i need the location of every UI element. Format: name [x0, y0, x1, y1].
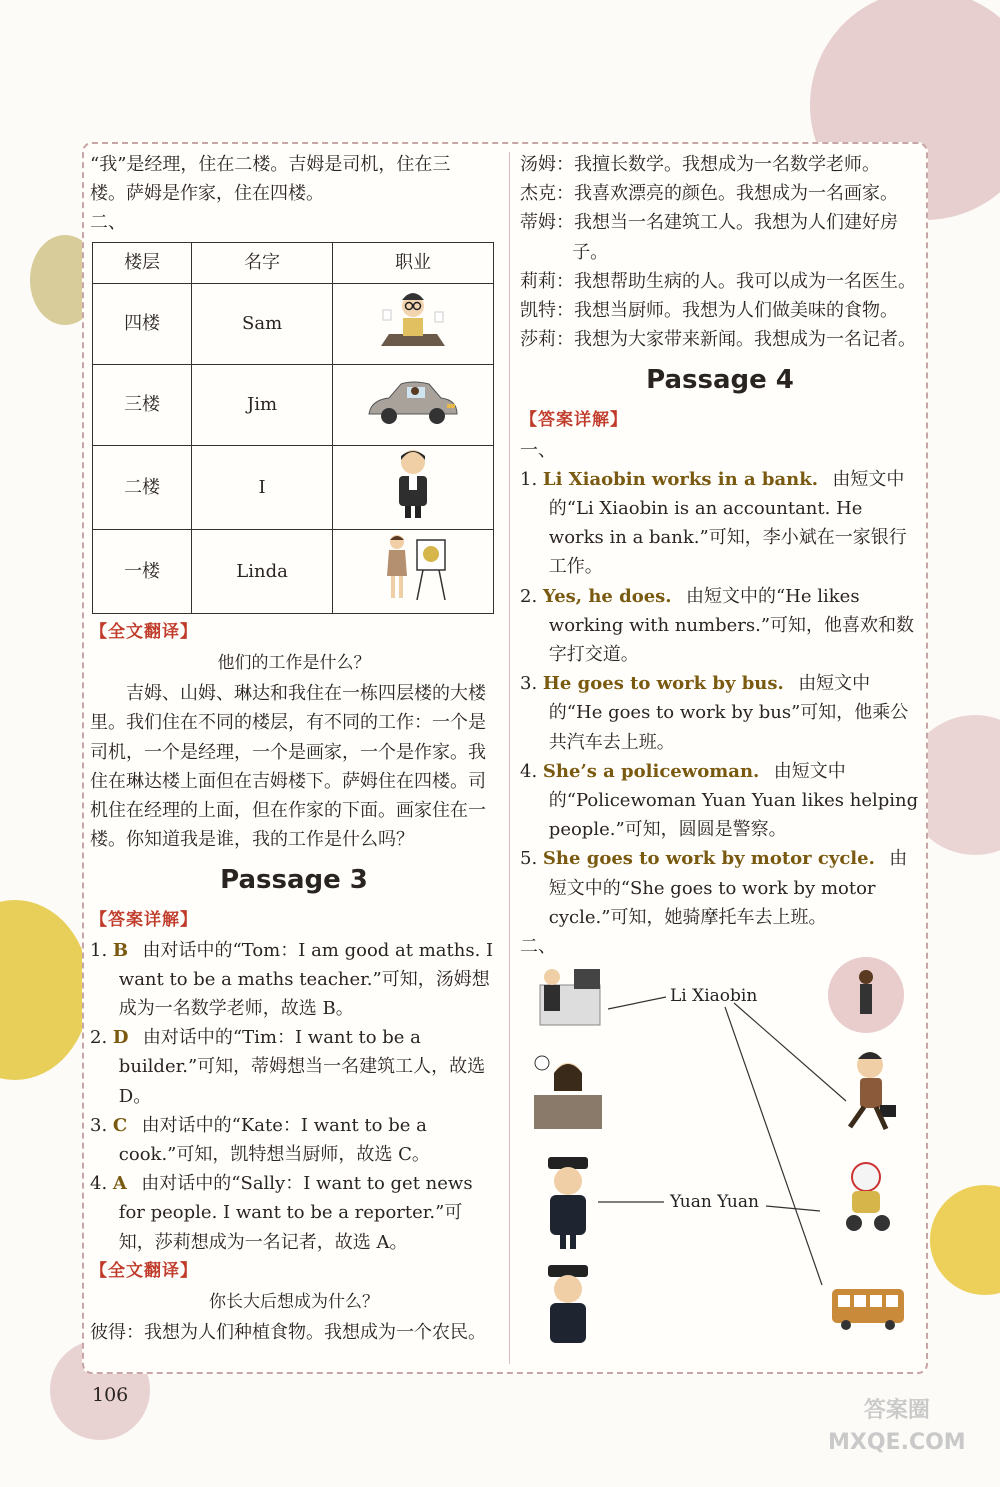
table-row [93, 445, 494, 529]
header-name: 名字 [192, 242, 333, 283]
match-line [725, 1007, 822, 1285]
floor-cell: 一楼 [93, 529, 192, 613]
name-cell: Linda [192, 529, 333, 613]
translation-title: 他们的工作是什么？ [217, 653, 371, 674]
table-header-row [93, 242, 494, 283]
matching-diagram [520, 955, 920, 1355]
manager-illustration [333, 445, 494, 529]
name-cell: Jim [192, 364, 333, 445]
policeman-icon [548, 1265, 588, 1343]
translation-title: 你长大后想成为什么？ [209, 1292, 379, 1313]
driver-illustration [333, 364, 494, 445]
answer-item: 1. B 由对话中的“Tom：I am good at maths. I want to be a maths teacher.”可知，汤姆想成为一名数学老师，故选 B。 [90, 939, 494, 1020]
left-column [90, 150, 498, 1347]
passage-4-title: Passage 4 [646, 365, 794, 396]
writer-illustration [333, 283, 494, 364]
section-tag: 【答案详解】 [520, 410, 628, 431]
answer-item: 3. He goes to work by bus. 由短文中的“He goes to work by bus”可知，他乘公共汽车去上班。 [520, 673, 909, 753]
match-line [766, 1206, 820, 1211]
part-label: 一、 [520, 439, 556, 461]
dialogue-line: 莉莉：我想帮助生病的人。我可以成为一名医生。 [520, 270, 916, 292]
table-row [93, 529, 494, 613]
intro-line: “我”是经理，住在二楼。吉姆是司机，住在三 [90, 154, 451, 175]
dialogue-line: 蒂姆：我想当一名建筑工人。我想为人们建好房子。 [520, 212, 898, 263]
dialogue-line: 莎莉：我想为大家带来新闻。我想成为一名记者。 [520, 329, 916, 351]
translation-body: 吉姆、山姆、琳达和我住在一栋四层楼的大楼里。我们住在不同的楼层，有不同的工作：一个是司机，一个是经理，一个是画家，一个是作家。我住在琳达楼上面但在吉姆楼下。萨姆住在四楼。司机住在经理的上面，但在作家的下面。画家住在一楼。你知道我是谁，我的工作是什么吗？ [90, 683, 486, 851]
floor-cell: 三楼 [93, 364, 192, 445]
policewoman-icon [548, 1157, 588, 1249]
answer-item: 4. A 由对话中的“Sally：I want to get news for people. I want to be a reporter.”可知，莎莉想成为一名记者，故选 A。 [90, 1173, 473, 1253]
painter-illustration [333, 529, 494, 613]
floor-cell: 二楼 [93, 445, 192, 529]
section-tag: 【答案详解】 [90, 910, 198, 931]
intro-line: 楼。萨姆是作家，住在四楼。 [90, 183, 324, 205]
match-label-li-xiaobin: Li Xiaobin [670, 986, 758, 1006]
dialogue-line: 凯特：我想当厨师。我想为人们做美味的食物。 [520, 300, 898, 322]
table-row [93, 283, 494, 364]
floor-cell: 四楼 [93, 283, 192, 364]
dialogue-line: 汤姆：我擅长数学。我想成为一名数学老师。 [520, 154, 880, 175]
name-cell: Sam [192, 283, 333, 364]
dialogue-line: 杰克：我喜欢漂亮的颜色。我想成为一名画家。 [520, 183, 898, 205]
answer-item: 2. D 由对话中的“Tim：I want to be a builder.”可知，蒂姆想当一名建筑工人，故选 D。 [90, 1027, 486, 1107]
watermark: 答案圈 MXQE.COM [828, 1398, 966, 1455]
match-label-yuan-yuan: Yuan Yuan [670, 1192, 759, 1212]
name-cell: I [192, 445, 333, 529]
decor-circle [0, 900, 90, 1080]
section-tag: 【全文翻译】 [90, 622, 198, 643]
part-label: 二、 [90, 212, 126, 234]
bank-clerk-icon [534, 1056, 602, 1129]
dialogue-line: 彼得：我想为人们种植食物。我想成为一个农民。 [90, 1322, 486, 1344]
section-tag: 【全文翻译】 [90, 1260, 198, 1281]
passage-3-title: Passage 3 [220, 865, 368, 896]
answer-item: 1. Li Xiaobin works in a bank. 由短文中的“Li Xiaobin is an accountant. He works in a bank.”可知，李小斌在一家银行工作。 [520, 468, 907, 578]
match-line [734, 1003, 846, 1101]
floor-table [92, 242, 494, 614]
bus-icon [832, 1289, 904, 1330]
decor-circle [930, 1185, 1000, 1295]
running-man-icon [850, 1052, 896, 1129]
right-column [520, 150, 920, 961]
header-floor: 楼层 [93, 242, 192, 283]
table-row [93, 364, 494, 445]
city-woman-icon [828, 957, 904, 1033]
part-label: 二、 [520, 936, 556, 958]
accountant-icon [540, 969, 600, 1025]
answer-item: 3. C 由对话中的“Kate：I want to be a cook.”可知，凯特想当厨师，故选 C。 [90, 1114, 430, 1166]
header-job: 职业 [333, 242, 494, 283]
answer-item: 5. She goes to work by motor cycle. 由短文中的“She goes to work by motor cycle.”可知，她骑摩托车去上班。 [520, 848, 908, 928]
answer-item: 2. Yes, he does. 由短文中的“He likes working with numbers.”可知，他喜欢和数字打交道。 [520, 585, 915, 666]
column-divider [509, 152, 510, 1364]
page-number: 106 [92, 1384, 129, 1406]
answer-item: 4. She’s a policewoman. 由短文中的“Policewoman Yuan Yuan likes helping people.”可知，圆圆是警察。 [520, 760, 919, 841]
motorcyclist-icon [846, 1163, 890, 1231]
match-line [608, 997, 666, 1009]
